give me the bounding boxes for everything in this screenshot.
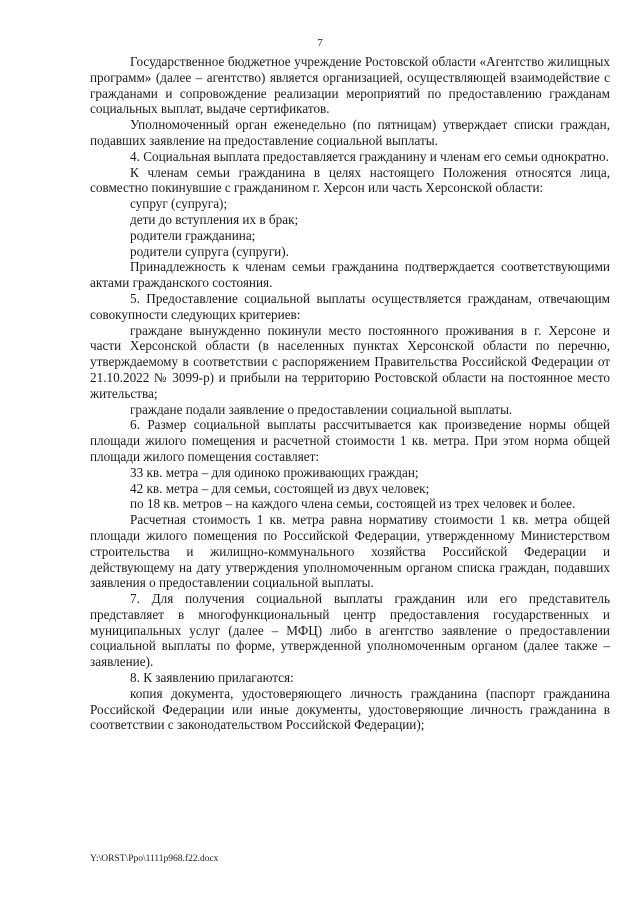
paragraph-criterion-relocation: граждане вынужденно покинули место постоянного проживания в г. Херсоне и части Херсонской области (в населенных пунктах Херсонской области по перечню, утверждаемому в соответствии с распоряжением Правительства Российской Федерации от 21.10.2022 № 3099-р) и прибыли на территорию Ростовской области на постоянное место жительства; bbox=[90, 322, 610, 401]
paragraph-family-members: К членам семьи гражданина в целях настоящего Положения относятся лица, совместно покинувшие с гражданином г. Херсон или часть Херсонской области: bbox=[90, 164, 610, 196]
paragraph-clause-4: 4. Социальная выплата предоставляется гражданину и членам его семьи однократно. bbox=[130, 148, 609, 164]
paragraph-clause-5: 5. Предоставление социальной выплаты осуществляется гражданам, отвечающим совокупности следующих критериев: bbox=[90, 290, 610, 322]
document-body bbox=[90, 54, 610, 733]
paragraph-weekly-lists: Уполномоченный орган еженедельно (по пятницам) утверждает списки граждан, подавших заявление на предоставление социальной выплаты. bbox=[90, 117, 610, 148]
paragraph-norm-three-plus: по 18 кв. метров – на каждого члена семьи, состоящей из трех человек и более. bbox=[130, 496, 576, 512]
list-item: супруг (супруга); bbox=[130, 196, 228, 212]
paragraph-cost-definition: Расчетная стоимость 1 кв. метра равна нормативу стоимости 1 кв. метра общей площади жилого помещения по Российской Федерации, утвержденному Министерством строительства и жилищно-коммунального хозяйства Российской Федерации и действующему на дату утверждения уполномоченным органом списка граждан, подавших заявления о предоставлении социальной выплаты. bbox=[90, 512, 610, 591]
paragraph-norm-two: 42 кв. метра – для семьи, состоящей из двух человек; bbox=[130, 480, 430, 496]
list-item: дети до вступления их в брак; bbox=[130, 211, 299, 227]
list-item: родители гражданина; bbox=[130, 227, 256, 243]
paragraph-norm-single: 33 кв. метра – для одиноко проживающих граждан; bbox=[130, 464, 419, 480]
paragraph-clause-8: 8. К заявлению прилагаются: bbox=[130, 670, 294, 686]
list-item: родители супруга (супруги). bbox=[130, 243, 289, 259]
paragraph-membership-proof: Принадлежность к членам семьи гражданина подтверждается соответствующими актами гражданского состояния. bbox=[90, 259, 610, 291]
paragraph-attachment-passport: копия документа, удостоверяющего личность гражданина (паспорт гражданина Российской Федерации или иные документы, удостоверяющие личность гражданина в соответствии с законодательством Российской Федерации); bbox=[90, 685, 610, 733]
page-number: 7 bbox=[317, 37, 323, 49]
paragraph-clause-7: 7. Для получения социальной выплаты гражданин или его представитель представляет в многофункциональный центр предоставления государственных и муниципальных услуг (далее – МФЦ) либо в агентство заявление о предоставлении социальной выплаты по форме, утвержденной уполномоченным органом (далее также – заявление). bbox=[90, 591, 610, 670]
paragraph-agency-definition: Государственное бюджетное учреждение Ростовской области «Агентство жилищных программ» (далее – агентство) является организацией, осуществляющей взаимодействие с гражданами и сопровождение реализации мероприятий по предоставлению гражданам социальных выплат, выдаче сертификатов. bbox=[90, 54, 610, 117]
paragraph-clause-6: 6. Размер социальной выплаты рассчитывается как произведение нормы общей площади жилого помещения и расчетной стоимости 1 кв. метра. При этом норма общей площади жилого помещения составляет: bbox=[90, 417, 610, 464]
footer-file-path: Y:\ORST\Ppo\1111p968.f22.docx bbox=[90, 854, 219, 864]
paragraph-criterion-application: граждане подали заявление о предоставлении социальной выплаты. bbox=[130, 401, 513, 417]
